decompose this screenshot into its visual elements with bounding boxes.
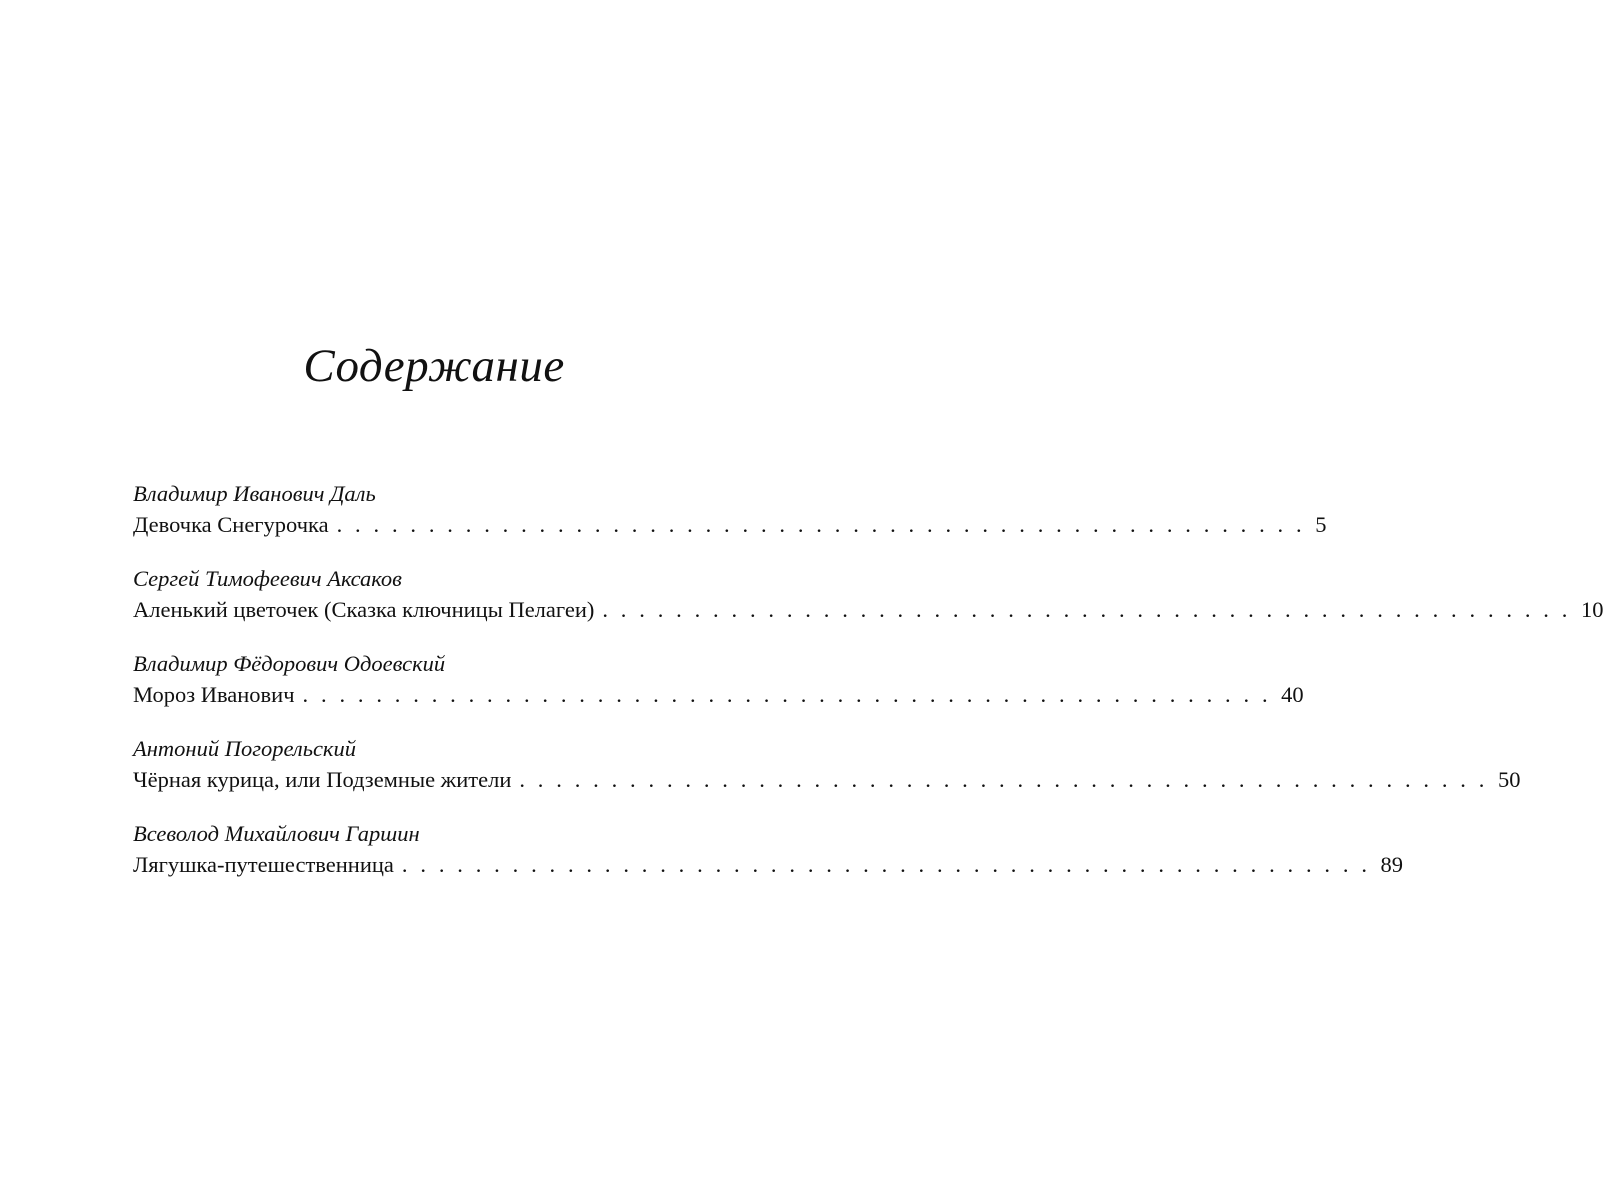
toc-entry — [133, 649, 1304, 711]
toc-line[interactable] — [133, 764, 1521, 796]
dot-leader: . . . . . . . . . . . . . . . . . . . . . . . . . . . . . . . . . . . . . . . . . . . . . . . . . . . . . — [302, 682, 1272, 707]
toc-line[interactable] — [133, 679, 1304, 711]
toc-entry — [133, 479, 1327, 541]
toc-work-title: Девочка Снегурочка — [133, 512, 329, 537]
toc-page-number: 50 — [1497, 767, 1521, 792]
toc-entry — [133, 819, 1404, 881]
table-of-contents — [133, 479, 1603, 904]
toc-author: Владимир Фёдорович Одоевский — [133, 651, 446, 676]
toc-entry — [133, 734, 1521, 796]
dot-leader: . . . . . . . . . . . . . . . . . . . . . . . . . . . . . . . . . . . . . . . . . . . . . . . . . . . . . — [602, 597, 1571, 622]
toc-page-number: 40 — [1281, 682, 1304, 707]
toc-work-title: Чёрная курица, или Подземные жители — [133, 767, 512, 792]
toc-work-title: Лягушка-путешественница — [133, 852, 394, 877]
toc-line[interactable] — [133, 509, 1327, 541]
toc-author: Всеволод Михайлович Гаршин — [133, 821, 420, 846]
toc-page-number: 5 — [1315, 512, 1327, 537]
dot-leader: . . . . . . . . . . . . . . . . . . . . . . . . . . . . . . . . . . . . . . . . . . . . . . . . . . . . . — [519, 767, 1488, 792]
toc-author: Владимир Иванович Даль — [133, 481, 376, 506]
toc-work-title: Аленький цветочек (Сказка ключницы Пелагеи) — [133, 597, 595, 622]
page-title: Содержание — [303, 340, 565, 392]
toc-work-title: Мороз Иванович — [133, 682, 295, 707]
toc-line[interactable] — [133, 594, 1603, 626]
dot-leader: . . . . . . . . . . . . . . . . . . . . . . . . . . . . . . . . . . . . . . . . . . . . . . . . . . . . . — [336, 512, 1306, 537]
dot-leader: . . . . . . . . . . . . . . . . . . . . . . . . . . . . . . . . . . . . . . . . . . . . . . . . . . . . . — [401, 852, 1371, 877]
toc-author: Антоний Погорельский — [133, 736, 356, 761]
toc-line[interactable] — [133, 849, 1404, 881]
toc-entry — [133, 564, 1603, 626]
toc-page-number: 10 — [1580, 597, 1603, 622]
toc-author: Сергей Тимофеевич Аксаков — [133, 566, 402, 591]
toc-page-number: 89 — [1380, 852, 1404, 877]
